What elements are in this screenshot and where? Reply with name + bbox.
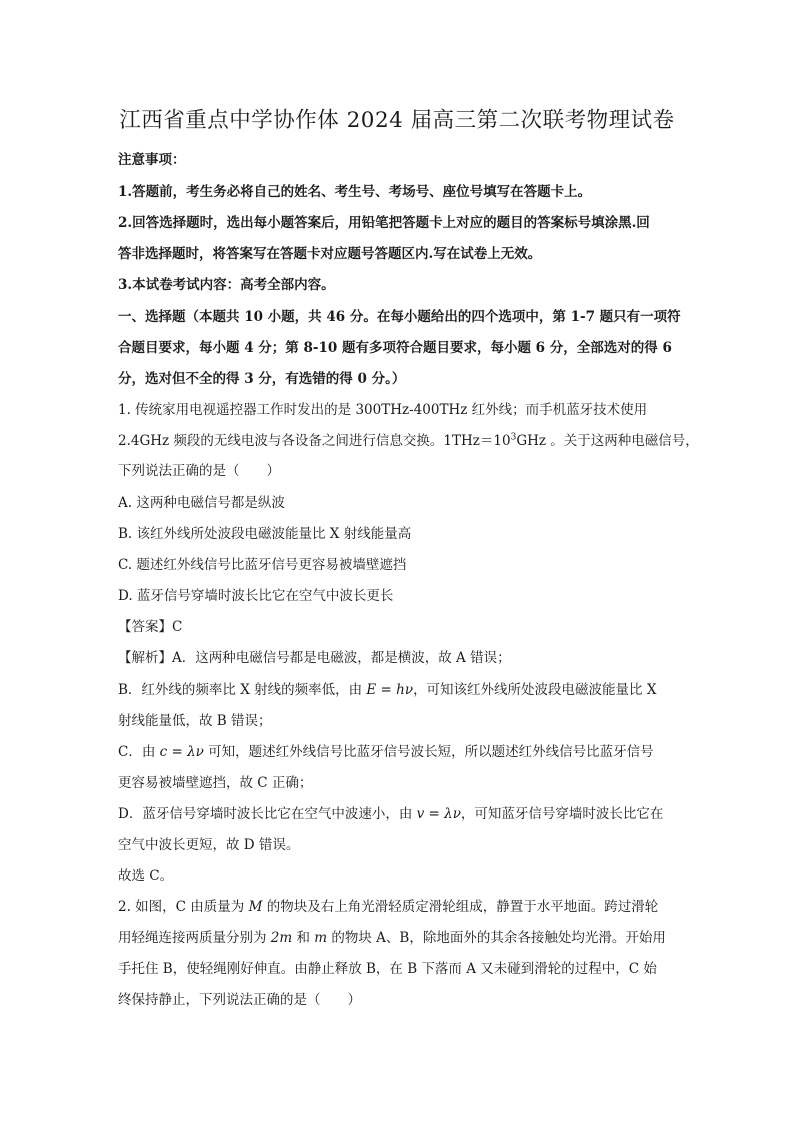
analysis-d-text-2: ，可知蓝牙信号穿墙时波长比它在 xyxy=(460,806,664,822)
question-2-stem-line-3: 手托住 B，使轻绳刚好伸直。由静止释放 B，在 B 下落而 A 又未碰到滑轮的过程中，C 始 xyxy=(118,961,657,977)
q2-line-1-part-1: 2. 如图，C 由质量为 xyxy=(118,899,249,915)
analysis-c-text-2: 可知，题述红外线信号比蓝牙信号波长短，所以题述红外线信号比蓝牙信号 xyxy=(203,744,654,760)
question-1-option-a: A. 这两种电磁信号都是纵波 xyxy=(118,495,285,511)
question-2-stem-line-1 xyxy=(118,895,658,915)
answer-value: C xyxy=(172,619,183,635)
notice-item-2-line-1: 2.回答选择题时，选出每小题答案后，用铅笔把答题卡上对应的题目的答案标号填涂黑.回 xyxy=(118,215,650,231)
section-heading-line-1: 一、选择题（本题共 10 小题，共 46 分。在每小题给出的四个选项中，第 1-7 题只有一项符 xyxy=(118,309,681,325)
question-1-option-c: C. 题述红外线信号比蓝牙信号更容易被墙壁遮挡 xyxy=(118,557,407,573)
analysis-d-text-1: D．蓝牙信号穿墙时波长比它在空气中波速小，由 xyxy=(118,806,417,822)
formula-wave-speed: c = λν xyxy=(159,744,204,760)
question-1-stem-line-1: 1. 传统家用电视遥控器工作时发出的是 300THz-400THz 红外线；而手机蓝牙技术使用 xyxy=(118,402,648,418)
question-2-stem-line-4: 终保持静止，下列说法正确的是（ ） xyxy=(118,992,361,1008)
formula-velocity: v = λν xyxy=(416,806,461,822)
analysis-line-d-2: 空气中波长更短，故 D 错误。 xyxy=(118,837,300,853)
notice-item-1: 1.答题前，考生务必将自己的姓名、考生号、考场号、座位号填写在答题卡上。 xyxy=(118,184,592,200)
q2-line-2-part-3: 的物块 A、B，除地面外的其余各接触处均光滑。开始用 xyxy=(327,930,666,946)
question-1-stem-line-3: 下列说法正确的是（ ） xyxy=(118,463,280,479)
answer-line xyxy=(118,615,182,635)
question-1-option-d: D. 蓝牙信号穿墙时波长比它在空气中波长更长 xyxy=(118,588,394,604)
formula-energy: E = hν xyxy=(366,682,414,698)
analysis-tag: 【解析】 xyxy=(118,650,172,666)
analysis-line-a xyxy=(118,646,511,666)
analysis-b-text-2: ，可知该红外线所处波段电磁波能量比 X xyxy=(413,682,657,698)
q1-line-2-part-2: GHz 。关于这两种电磁信号， xyxy=(516,433,699,449)
analysis-line-c-2: 更容易被墙壁遮挡，故 C 正确； xyxy=(118,775,313,791)
q2-line-1-part-2: 的物块及右上角光滑轻质定滑轮组成，静置于水平地面。跨过滑轮 xyxy=(262,899,659,915)
question-1-stem-line-2 xyxy=(118,429,699,449)
analysis-line-b-2: 射线能量低，故 B 错误； xyxy=(118,713,272,729)
notice-heading: 注意事项： xyxy=(118,152,186,168)
page-title: 江西省重点中学协作体 2024 届高三第二次联考物理试卷 xyxy=(119,108,675,133)
notice-item-2-line-2: 答非选择题时，将答案写在答题卡对应题号答题区内.写在试卷上无效。 xyxy=(118,246,542,262)
q1-exponent: 3 xyxy=(510,432,517,443)
q2-mass-2m: 2m xyxy=(270,930,293,946)
q2-line-2-part-1: 用轻绳连接两质量分别为 xyxy=(118,930,271,946)
section-heading-line-3: 分，选对但不全的得 3 分，有选错的得 0 分。） xyxy=(118,371,406,387)
analysis-line-b-1 xyxy=(118,678,656,698)
question-2-stem-line-2 xyxy=(118,926,666,946)
q2-mass-m: m xyxy=(314,930,328,946)
analysis-b-text-1: B．红外线的频率比 X 射线的频率低，由 xyxy=(118,682,367,698)
analysis-line-c-1 xyxy=(118,740,654,760)
q1-line-2-part-1: 2.4GHz 频段的无线电波与各设备之间进行信息交换。1THz＝10 xyxy=(118,433,511,449)
q2-mass-M: M xyxy=(248,899,263,915)
analysis-c-text-1: C．由 xyxy=(118,744,160,760)
analysis-a-text: A．这两种电磁信号都是电磁波，都是横波，故 A 错误； xyxy=(172,650,511,666)
answer-tag: 【答案】 xyxy=(118,619,172,635)
question-1-option-b: B. 该红外线所处波段电磁波能量比 X 射线能量高 xyxy=(118,526,412,542)
analysis-line-d-1 xyxy=(118,802,663,822)
analysis-conclusion: 故选 C。 xyxy=(118,868,174,884)
q2-line-2-part-2: 和 xyxy=(292,930,315,946)
notice-item-3: 3.本试卷考试内容：高考全部内容。 xyxy=(118,277,335,293)
section-heading-line-2: 合题目要求，每小题 4 分；第 8-10 题有多项符合题目要求，每小题 6 分，全部选对的得 6 xyxy=(118,340,672,356)
